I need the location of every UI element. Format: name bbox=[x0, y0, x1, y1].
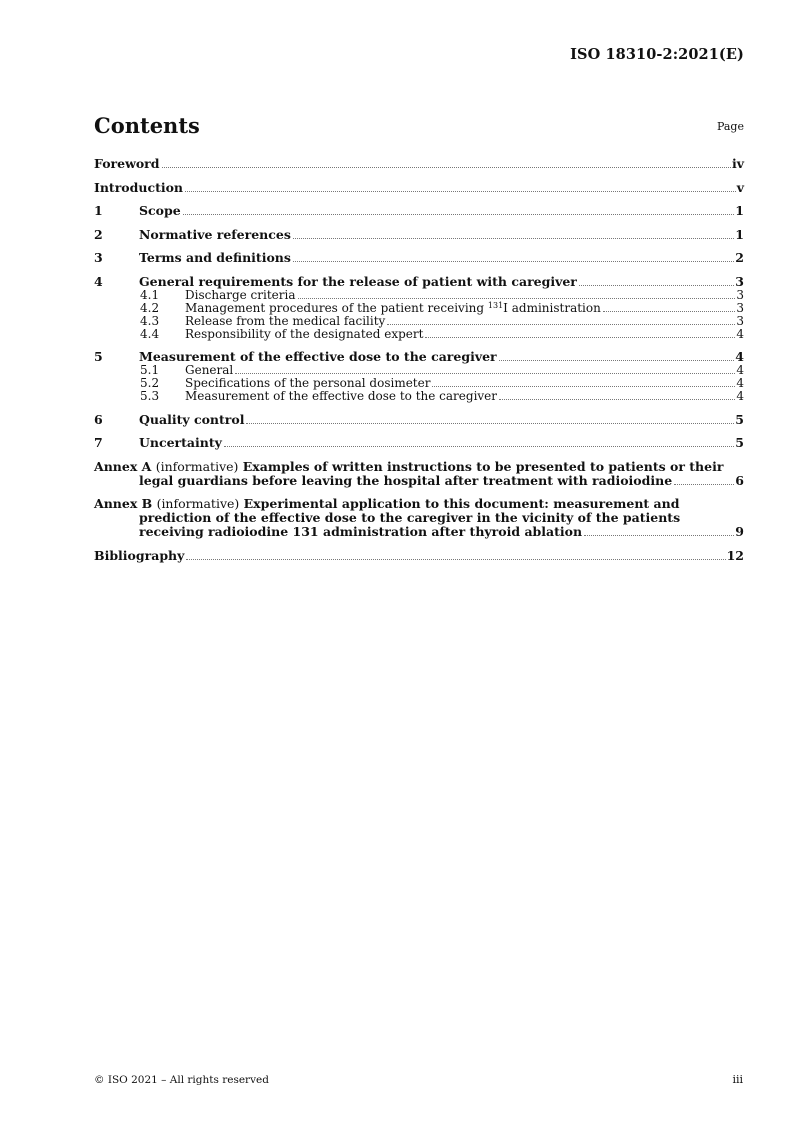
leader-dots bbox=[674, 484, 734, 485]
annex-title-line-3: receiving radioiodine 131 administration after thyroid ablation bbox=[139, 524, 583, 539]
toc-number: 4 bbox=[94, 273, 103, 289]
toc-entry-bibliography[interactable] bbox=[94, 549, 744, 563]
annex-kind: (informative) bbox=[155, 458, 239, 474]
toc-page: 4 bbox=[736, 326, 744, 341]
leader-dots bbox=[162, 167, 731, 168]
annex-name: Annex A bbox=[94, 458, 152, 474]
leader-dots bbox=[235, 373, 735, 374]
annex-kind: (informative) bbox=[156, 496, 240, 511]
toc-entry-measurement-effective-dose[interactable] bbox=[94, 350, 744, 364]
toc-page: 4 bbox=[736, 376, 744, 390]
leader-dots bbox=[183, 214, 735, 215]
toc-label: Measurement of the effective dose to the caregiver bbox=[185, 389, 498, 403]
toc-entry-annex-a[interactable] bbox=[94, 460, 744, 488]
toc-number: 6 bbox=[94, 411, 103, 427]
leader-dots bbox=[293, 238, 734, 239]
toc-page: v bbox=[736, 179, 744, 195]
toc-entry-uncertainty[interactable] bbox=[94, 436, 744, 450]
toc-label: Measurement of the effective dose to the caregiver bbox=[139, 349, 497, 364]
leader-dots bbox=[603, 311, 736, 312]
toc-label: Management procedures of the patient receiving $^{131}$I administration bbox=[185, 300, 601, 315]
toc-page: 4 bbox=[736, 389, 744, 403]
toc-label: Quality control bbox=[139, 411, 245, 427]
toc-number: 5.3 bbox=[140, 389, 160, 403]
annex-title-line-1: Examples of written instructions to be presented to patients or their bbox=[242, 458, 724, 474]
leader-dots bbox=[186, 559, 725, 560]
leader-dots bbox=[425, 337, 735, 338]
toc-entry-responsibility-expert[interactable] bbox=[94, 328, 744, 341]
toc-entry-foreword[interactable] bbox=[94, 157, 744, 171]
toc-entry-scope[interactable] bbox=[94, 204, 744, 218]
leader-dots bbox=[432, 386, 735, 387]
annex-title-line-2: legal guardians before leaving the hospital after treatment with radioiodine bbox=[139, 472, 673, 488]
leader-dots bbox=[579, 285, 734, 286]
toc-label: Introduction bbox=[94, 179, 184, 195]
leader-dots bbox=[584, 535, 734, 536]
toc-page: 1 bbox=[735, 203, 744, 218]
toc-page: 5 bbox=[735, 411, 744, 427]
page-title: Contents bbox=[94, 113, 200, 138]
toc-entry-annex-b[interactable] bbox=[94, 497, 744, 539]
toc-number: 4.2 bbox=[140, 300, 160, 315]
page-number: iii bbox=[732, 1073, 743, 1086]
toc-number: 2 bbox=[94, 226, 103, 242]
toc-page: 3 bbox=[736, 313, 744, 328]
leader-dots bbox=[246, 423, 734, 424]
page-column-label: Page bbox=[716, 120, 744, 133]
toc-label: Release from the medical facility bbox=[185, 313, 386, 328]
toc-entry-management-procedures[interactable] bbox=[94, 302, 744, 315]
annex-title-line-2: prediction of the effective dose to the caregiver in the vicinity of the patients bbox=[139, 510, 681, 525]
copyright-notice: © ISO 2021 – All rights reserved bbox=[94, 1074, 269, 1086]
toc-number: 5.1 bbox=[140, 363, 160, 377]
leader-dots bbox=[387, 324, 735, 325]
leader-dots bbox=[293, 261, 734, 262]
toc-page: 12 bbox=[726, 547, 744, 563]
toc-page: iv bbox=[731, 156, 744, 171]
leader-dots bbox=[224, 446, 734, 447]
toc-entry-quality-control[interactable] bbox=[94, 413, 744, 427]
toc-label: Bibliography bbox=[94, 547, 185, 563]
toc-number: 7 bbox=[94, 435, 103, 450]
toc-label: General requirements for the release of patient with caregiver bbox=[139, 273, 577, 289]
leader-dots bbox=[499, 399, 735, 400]
toc-number: 5 bbox=[94, 349, 103, 364]
toc-entry-introduction[interactable] bbox=[94, 181, 744, 195]
toc-entry-terms-definitions[interactable] bbox=[94, 251, 744, 265]
toc-page: 3 bbox=[735, 273, 744, 289]
leader-dots bbox=[185, 191, 736, 192]
toc-number: 3 bbox=[94, 250, 103, 265]
toc-entry-measurement-dose-sub[interactable] bbox=[94, 390, 744, 403]
table-of-contents bbox=[94, 157, 744, 563]
toc-page: 3 bbox=[736, 300, 744, 315]
isotope-superscript: 131 bbox=[487, 300, 504, 310]
toc-entry-general-requirements[interactable] bbox=[94, 275, 744, 289]
toc-page: 9 bbox=[735, 524, 744, 539]
toc-label: Foreword bbox=[94, 156, 160, 171]
toc-entry-normative-references[interactable] bbox=[94, 228, 744, 242]
toc-label: Discharge criteria bbox=[185, 287, 296, 302]
toc-label: Normative references bbox=[139, 226, 291, 242]
toc-page: 4 bbox=[736, 363, 744, 377]
toc-label: Uncertainty bbox=[139, 435, 222, 450]
toc-page: 1 bbox=[735, 226, 744, 242]
toc-label: Terms and definitions bbox=[139, 250, 291, 265]
toc-number: 5.2 bbox=[140, 376, 160, 390]
toc-page: 6 bbox=[735, 472, 744, 488]
toc-page: 2 bbox=[735, 250, 744, 265]
toc-label: Specifications of the personal dosimeter bbox=[185, 376, 431, 390]
toc-label: General bbox=[185, 363, 234, 377]
toc-number: 1 bbox=[94, 203, 103, 218]
toc-page: 4 bbox=[735, 349, 744, 364]
toc-page: 5 bbox=[735, 435, 744, 450]
annex-title-line-1: Experimental application to this document: measurement and bbox=[243, 496, 680, 511]
toc-label: Scope bbox=[139, 203, 181, 218]
leader-dots bbox=[298, 298, 736, 299]
leader-dots bbox=[499, 360, 735, 361]
toc-entry-release-medical-facility[interactable] bbox=[94, 315, 744, 328]
toc-number: 4.3 bbox=[140, 313, 160, 328]
toc-number: 4.1 bbox=[140, 287, 160, 302]
toc-label: Responsibility of the designated expert bbox=[185, 326, 424, 341]
toc-page: 3 bbox=[736, 287, 744, 302]
document-id: ISO 18310-2:2021(E) bbox=[570, 46, 744, 63]
toc-number: 4.4 bbox=[140, 326, 160, 341]
annex-name: Annex B bbox=[94, 496, 153, 511]
